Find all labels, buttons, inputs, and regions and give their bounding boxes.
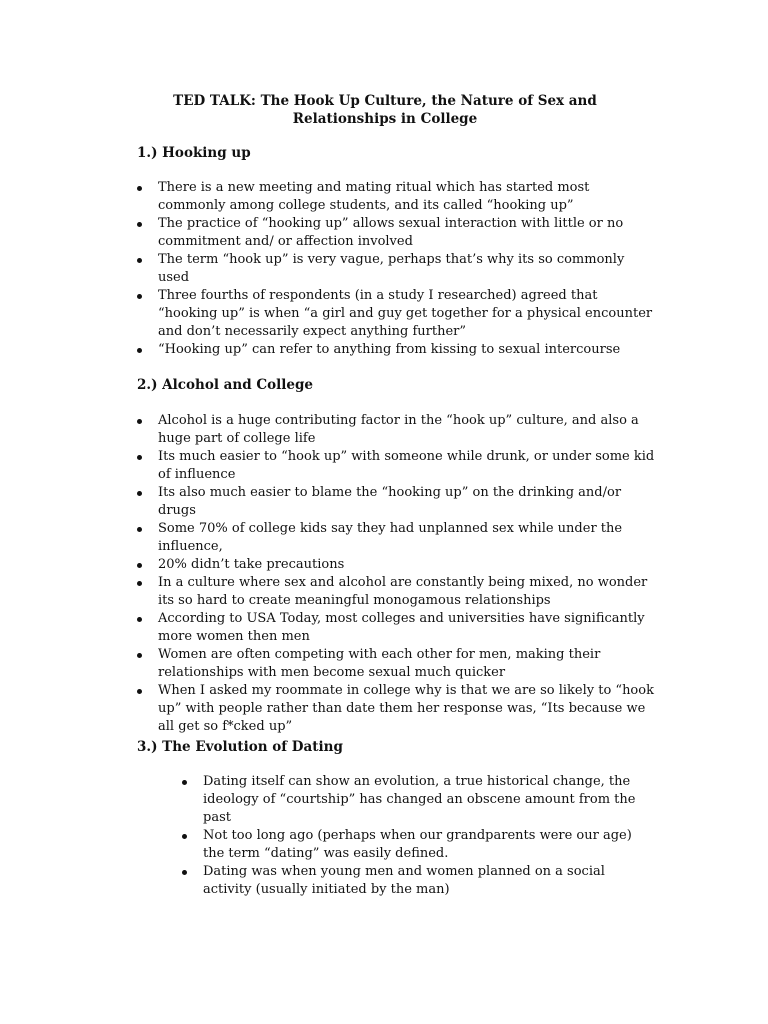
- bullet-dot-icon: [182, 780, 187, 785]
- list-item: [137, 448, 657, 484]
- list-item: [137, 574, 657, 610]
- section-heading-hooking-up: 1.) Hooking up: [137, 145, 251, 161]
- list-item-text: Not too long ago (perhaps when our grandparents were our age) the term “dating” was easily defined.: [203, 828, 632, 861]
- list-item-text: The term “hook up” is very vague, perhaps that’s why its so commonly used: [158, 252, 625, 285]
- list-item: [182, 827, 657, 863]
- bullet-dot-icon: [137, 527, 142, 532]
- bullet-dot-icon: [137, 419, 142, 424]
- list-item-text: In a culture where sex and alcohol are constantly being mixed, no wonder its so hard to create meaningful monogamous relationships: [158, 575, 648, 608]
- bullet-list-evolution-of-dating: [182, 773, 657, 899]
- list-item: [182, 863, 657, 899]
- list-item: [137, 251, 657, 287]
- section-heading-evolution-of-dating: 3.) The Evolution of Dating: [137, 739, 343, 755]
- list-item-text: Dating was when young men and women planned on a social activity (usually initiated by the man): [203, 864, 605, 897]
- list-item: [137, 215, 657, 251]
- bullet-dot-icon: [137, 689, 142, 694]
- document-title: TED TALK: The Hook Up Culture, the Nature of Sex and Relationships in College: [173, 93, 597, 127]
- bullet-dot-icon: [137, 222, 142, 227]
- list-item: [137, 556, 657, 574]
- list-item-text: “Hooking up” can refer to anything from kissing to sexual intercourse: [158, 342, 621, 357]
- list-item-text: Three fourths of respondents (in a study I researched) agreed that “hooking up” is when “a girl and guy get together for a physical encounter and don’t necessarily expect anything further”: [158, 288, 653, 339]
- list-item: [137, 484, 657, 520]
- list-item-text: Women are often competing with each other for men, making their relationships with men become sexual much quicker: [158, 647, 601, 680]
- list-item-text: The practice of “hooking up” allows sexual interaction with little or no commitment and/ or affection involved: [158, 216, 624, 249]
- list-item: [137, 179, 657, 215]
- bullet-dot-icon: [137, 455, 142, 460]
- list-item-text: When I asked my roommate in college why is that we are so likely to “hook up” with people rather than date them her response was, “Its because we all get so f*cked up”: [158, 683, 654, 734]
- bullet-dot-icon: [137, 653, 142, 658]
- list-item: [137, 610, 657, 646]
- bullet-dot-icon: [137, 186, 142, 191]
- list-item-text: 20% didn’t take precautions: [158, 557, 345, 572]
- list-item: [137, 520, 657, 556]
- bullet-list-hooking-up: [137, 179, 657, 359]
- bullet-dot-icon: [182, 834, 187, 839]
- list-item-text: Its also much easier to blame the “hooking up” on the drinking and/or drugs: [158, 485, 622, 518]
- list-item: [137, 287, 657, 341]
- list-item-text: According to USA Today, most colleges and universities have significantly more women then men: [158, 611, 645, 644]
- list-item-text: Some 70% of college kids say they had unplanned sex while under the influence,: [158, 521, 623, 554]
- list-item: [137, 682, 657, 736]
- bullet-dot-icon: [137, 581, 142, 586]
- bullet-dot-icon: [137, 617, 142, 622]
- bullet-dot-icon: [137, 491, 142, 496]
- bullet-list-alcohol-and-college: [137, 412, 657, 736]
- bullet-dot-icon: [137, 258, 142, 263]
- list-item-text: Dating itself can show an evolution, a true historical change, the ideology of “courtship” has changed an obscene amount from the past: [203, 774, 636, 825]
- list-item: [137, 412, 657, 448]
- bullet-dot-icon: [137, 348, 142, 353]
- list-item: [137, 341, 657, 359]
- list-item-text: Alcohol is a huge contributing factor in the “hook up” culture, and also a huge part of college life: [158, 413, 639, 446]
- bullet-dot-icon: [182, 870, 187, 875]
- bullet-dot-icon: [137, 294, 142, 299]
- list-item: [137, 646, 657, 682]
- section-heading-alcohol-and-college: 2.) Alcohol and College: [137, 377, 313, 393]
- bullet-dot-icon: [137, 563, 142, 568]
- list-item-text: Its much easier to “hook up” with someone while drunk, or under some kid of influence: [158, 449, 655, 482]
- list-item: [182, 773, 657, 827]
- list-item-text: There is a new meeting and mating ritual which has started most commonly among college students, and its called “hooking up”: [158, 180, 590, 213]
